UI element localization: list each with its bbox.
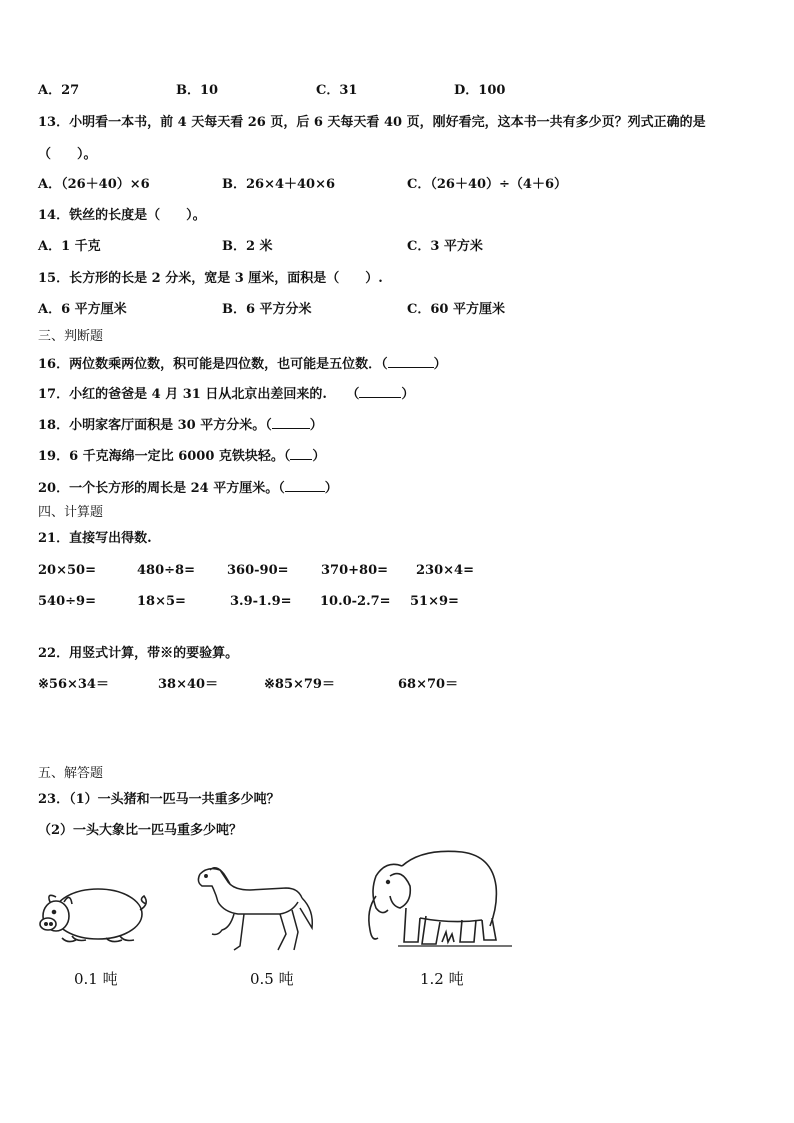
option-a: A．6 平方厘米 — [38, 302, 127, 317]
calc-item: 480÷8= — [137, 563, 195, 578]
option-a: A．27 — [38, 83, 80, 98]
calc-item: 20×50= — [38, 563, 96, 578]
pig-illustration — [36, 880, 152, 952]
option-c: C．（26＋40）÷（4＋6） — [407, 177, 568, 192]
calc-item: 540÷9= — [38, 594, 96, 609]
elephant-weight-caption: 1.2 吨 — [420, 970, 464, 988]
calc-item: 18×5= — [137, 594, 186, 609]
option-c: C．60 平方厘米 — [407, 302, 505, 317]
section-heading: 五、解答题 — [38, 766, 104, 781]
horse-illustration — [194, 864, 320, 958]
calc-item: 10.0-2.7= — [320, 594, 391, 609]
option-b: B．10 — [176, 83, 219, 98]
option-a: A．1 千克 — [38, 239, 101, 254]
judge-question-19: 19．6 千克海绵一定比 6000 克铁块轻。（ ） — [38, 446, 325, 466]
option-b: B．2 米 — [222, 239, 273, 254]
judge-question-20: 20．一个长方形的周长是 24 平方厘米。（ ） — [38, 478, 338, 498]
question-13-stem: 13．小明看一本书，前 4 天每天看 26 页，后 6 天每天看 40 页，刚好看完，这本书一共有多少页？列式正确的是 — [38, 115, 706, 130]
calc-item: ※85×79＝ — [264, 677, 335, 692]
question-15-stem: 15．长方形的长是 2 分米，宽是 3 厘米，面积是（ ）. — [38, 271, 383, 286]
answer-blank[interactable] — [272, 415, 310, 429]
calc-item: 38×40＝ — [158, 677, 219, 692]
option-a: A．（26＋40）×6 — [38, 177, 150, 192]
calc-item: 370+80= — [321, 563, 389, 578]
answer-blank[interactable] — [290, 446, 312, 460]
question-22-stem: 22．用竖式计算，带※的要验算。 — [38, 646, 239, 661]
judge-question-17: 17．小红的爸爸是 4 月 31 日从北京出差回来的. （ ） — [38, 384, 414, 404]
option-d: D．100 — [454, 83, 506, 98]
calc-item: 3.9-1.9= — [230, 594, 292, 609]
option-b: B．26×4＋40×6 — [222, 177, 336, 192]
pig-weight-caption: 0.1 吨 — [74, 970, 118, 988]
calc-item: 51×9= — [410, 594, 459, 609]
judge-question-18: 18．小明家客厅面积是 30 平方分米。（ ） — [38, 415, 323, 435]
section-heading: 三、判断题 — [38, 329, 104, 344]
question-23-part2: （2）一头大象比一匹马重多少吨？ — [38, 823, 243, 838]
question-13-paren: （ ）。 — [38, 147, 97, 162]
question-23-part1: 23．（1）一头猪和一匹马一共重多少吨？ — [38, 792, 280, 807]
horse-weight-caption: 0.5 吨 — [250, 970, 294, 988]
calc-item: ※56×34＝ — [38, 677, 109, 692]
option-b: B．6 平方分米 — [222, 302, 312, 317]
option-c: C．31 — [316, 83, 358, 98]
option-c: C．3 平方米 — [407, 239, 483, 254]
calc-item: 360-90= — [227, 563, 289, 578]
question-14-stem: 14．铁丝的长度是（ ）。 — [38, 208, 206, 223]
answer-blank[interactable] — [388, 354, 434, 368]
elephant-illustration — [362, 846, 522, 956]
question-21-stem: 21．直接写出得数. — [38, 531, 152, 546]
judge-question-16: 16．两位数乘两位数，积可能是四位数，也可能是五位数．（ ） — [38, 354, 447, 374]
calc-item: 230×4= — [416, 563, 474, 578]
section-heading: 四、计算题 — [38, 505, 104, 520]
answer-blank[interactable] — [285, 478, 325, 492]
answer-blank[interactable] — [359, 384, 401, 398]
calc-item: 68×70＝ — [398, 677, 459, 692]
